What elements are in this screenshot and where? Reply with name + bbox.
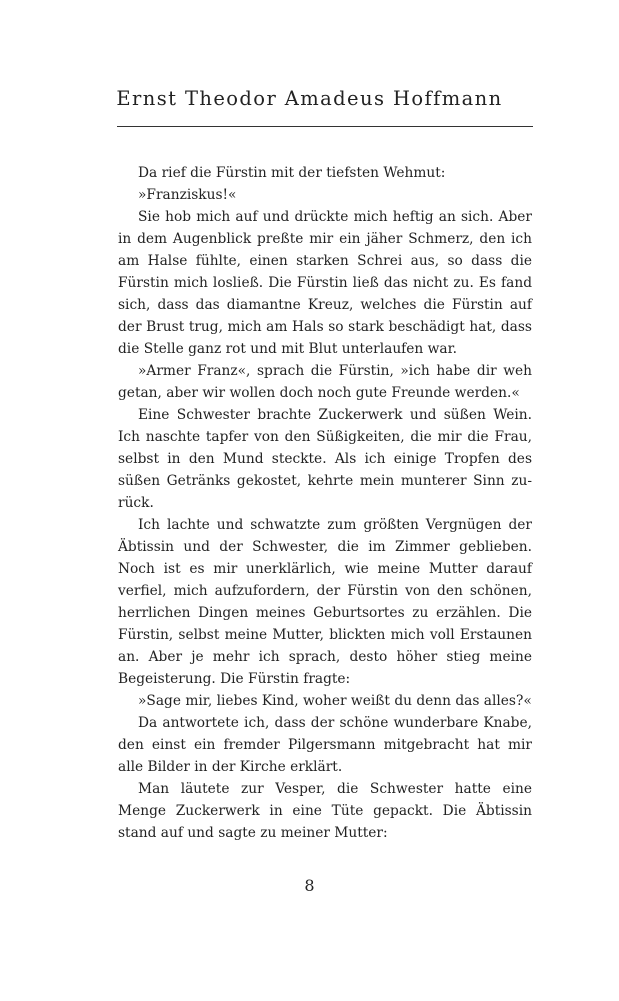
paragraph: Da antwortete ich, dass der schöne wunderbare Knabe, den einst ein fremder Pilgersmann mitgebracht hat mir alle Bilder in der Kirche erklärt.: [118, 715, 532, 775]
paragraph: Ich lachte und schwatzte zum größten Vergnügen der Äbtissin und der Schwester, die im Zimmer geblieben. Noch ist es mir unerklärlich, wie meine Mutter darauf verfiel, mich aufzufordern, der Fürstin von den schönen, herrlichen Dingen meines Geburtsortes zu erzählen. Die Fürstin, selbst meine Mutter, blickten mich voll Erstaunen an. Aber je mehr ich sprach, desto höher stieg meine Begeisterung. Die Fürstin fragte:: [118, 517, 532, 687]
paragraph: »Sage mir, liebes Kind, woher weißt du denn das alles?«: [138, 693, 532, 709]
header-rule: [117, 126, 533, 127]
paragraph: Da rief die Fürstin mit der tiefsten Wehmut:: [138, 165, 446, 181]
paragraph: Man läutete zur Vesper, die Schwester hatte eine Menge Zuckerwerk in eine Tüte gepackt. Die Äbtissin stand auf und sagte zu meiner Mutter:: [118, 781, 532, 841]
paragraph: »Franziskus!«: [138, 187, 237, 203]
paragraph: Eine Schwester brachte Zuckerwerk und süßen Wein. Ich naschte tapfer von den Süßigkeiten, die mir die Frau, selbst in den Mund steckte. Als ich einige Tropfen des süßen Getränks gekostet, kehrte mein munterer Sinn zurück.: [118, 407, 532, 511]
body-text: [118, 162, 532, 844]
page-number: 8: [304, 876, 315, 895]
paragraph: Sie hob mich auf und drückte mich heftig an sich. Aber in dem Augenblick preßte mir ein jäher Schmerz, den ich am Halse fühlte, einen starken Schrei aus, so dass die Fürstin mich losließ. Die Fürstin ließ das nicht zu. Es fand sich, dass das diamantne Kreuz, welches die Fürstin auf der Brust trug, mich am Hals so stark beschädigt hat, dass die Stelle ganz rot und mit Blut unterlaufen war.: [118, 209, 532, 357]
running-header-author: Ernst Theodor Amadeus Hoffmann: [116, 87, 503, 110]
paragraph: »Armer Franz«, sprach die Fürstin, »ich habe dir weh getan, aber wir wollen doch noch gute Freunde werden.«: [118, 363, 532, 401]
